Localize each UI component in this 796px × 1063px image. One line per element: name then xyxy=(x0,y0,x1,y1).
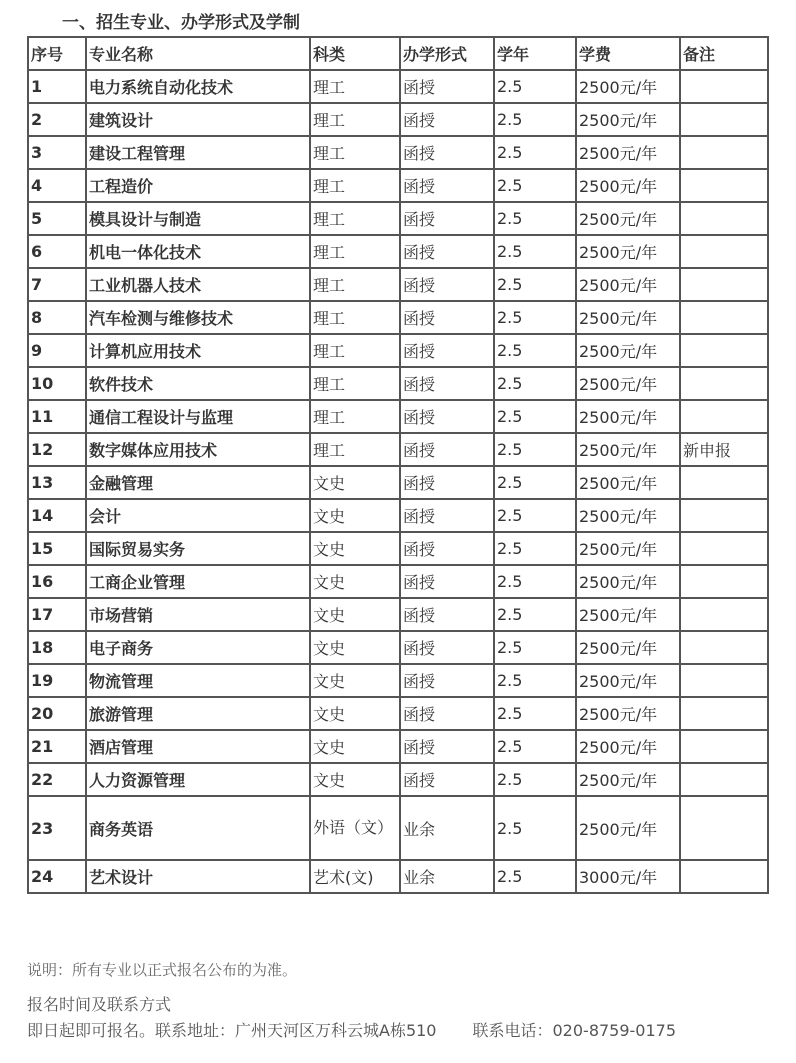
table-row xyxy=(28,136,768,169)
row-index: 24 xyxy=(28,860,86,893)
row-index: 7 xyxy=(28,268,86,301)
study-years: 2.5 xyxy=(494,664,576,697)
study-mode: 函授 xyxy=(400,400,494,433)
tuition-fee: 2500元/年 xyxy=(576,664,680,697)
table-row xyxy=(28,433,768,466)
remark xyxy=(680,631,768,664)
remark xyxy=(680,860,768,893)
remark xyxy=(680,763,768,796)
table-row xyxy=(28,860,768,893)
table-row xyxy=(28,598,768,631)
row-index: 2 xyxy=(28,103,86,136)
study-mode: 函授 xyxy=(400,499,494,532)
remark xyxy=(680,664,768,697)
row-index: 8 xyxy=(28,301,86,334)
tuition-fee: 2500元/年 xyxy=(576,466,680,499)
study-mode: 函授 xyxy=(400,598,494,631)
tuition-fee: 3000元/年 xyxy=(576,860,680,893)
row-index: 10 xyxy=(28,367,86,400)
major-category: 理工 xyxy=(310,70,400,103)
study-years: 2.5 xyxy=(494,466,576,499)
study-mode: 函授 xyxy=(400,664,494,697)
header-note: 备注 xyxy=(680,37,768,70)
remark xyxy=(680,367,768,400)
major-name: 电子商务 xyxy=(86,631,310,664)
study-mode: 函授 xyxy=(400,466,494,499)
table-row xyxy=(28,466,768,499)
remark xyxy=(680,730,768,763)
major-name: 机电一体化技术 xyxy=(86,235,310,268)
study-years: 2.5 xyxy=(494,860,576,893)
major-category: 文史 xyxy=(310,532,400,565)
disclaimer-note: 说明：所有专业以正式报名公布的为准。 xyxy=(27,961,298,979)
remark xyxy=(680,466,768,499)
table-row xyxy=(28,664,768,697)
row-index: 11 xyxy=(28,400,86,433)
study-years: 2.5 xyxy=(494,334,576,367)
remark xyxy=(680,202,768,235)
major-name: 工商企业管理 xyxy=(86,565,310,598)
remark xyxy=(680,169,768,202)
remark xyxy=(680,70,768,103)
study-mode: 函授 xyxy=(400,763,494,796)
row-index: 3 xyxy=(28,136,86,169)
major-name: 工业机器人技术 xyxy=(86,268,310,301)
contact-address: 即日起即可报名。联系地址：广州天河区万科云城A栋510 xyxy=(27,1021,437,1040)
section-title: 一、招生专业、办学形式及学制 xyxy=(62,13,300,33)
contact-heading: 报名时间及联系方式 xyxy=(27,995,172,1014)
study-years: 2.5 xyxy=(494,400,576,433)
row-index: 6 xyxy=(28,235,86,268)
remark xyxy=(680,103,768,136)
study-years: 2.5 xyxy=(494,202,576,235)
remark xyxy=(680,301,768,334)
major-name: 人力资源管理 xyxy=(86,763,310,796)
study-mode: 函授 xyxy=(400,136,494,169)
major-category: 理工 xyxy=(310,268,400,301)
major-category: 理工 xyxy=(310,334,400,367)
major-category: 理工 xyxy=(310,103,400,136)
row-index: 14 xyxy=(28,499,86,532)
header-major: 专业名称 xyxy=(86,37,310,70)
major-name: 电力系统自动化技术 xyxy=(86,70,310,103)
remark xyxy=(680,598,768,631)
table-row xyxy=(28,235,768,268)
major-name: 物流管理 xyxy=(86,664,310,697)
remark xyxy=(680,499,768,532)
row-index: 9 xyxy=(28,334,86,367)
study-mode: 函授 xyxy=(400,367,494,400)
table-row xyxy=(28,565,768,598)
tuition-fee: 2500元/年 xyxy=(576,202,680,235)
major-category: 理工 xyxy=(310,400,400,433)
tuition-fee: 2500元/年 xyxy=(576,136,680,169)
study-years: 2.5 xyxy=(494,598,576,631)
row-index: 4 xyxy=(28,169,86,202)
row-index: 18 xyxy=(28,631,86,664)
major-name: 通信工程设计与监理 xyxy=(86,400,310,433)
table-row xyxy=(28,103,768,136)
row-index: 13 xyxy=(28,466,86,499)
study-years: 2.5 xyxy=(494,499,576,532)
major-category: 理工 xyxy=(310,301,400,334)
major-category: 理工 xyxy=(310,169,400,202)
row-index: 1 xyxy=(28,70,86,103)
header-index: 序号 xyxy=(28,37,86,70)
major-category: 文史 xyxy=(310,565,400,598)
table-row xyxy=(28,796,768,860)
table-row xyxy=(28,499,768,532)
study-years: 2.5 xyxy=(494,70,576,103)
major-name: 工程造价 xyxy=(86,169,310,202)
tuition-fee: 2500元/年 xyxy=(576,235,680,268)
tuition-fee: 2500元/年 xyxy=(576,631,680,664)
table-row xyxy=(28,334,768,367)
major-name: 旅游管理 xyxy=(86,697,310,730)
row-index: 16 xyxy=(28,565,86,598)
major-category: 文史 xyxy=(310,730,400,763)
major-name: 数字媒体应用技术 xyxy=(86,433,310,466)
study-mode: 函授 xyxy=(400,565,494,598)
study-mode: 函授 xyxy=(400,730,494,763)
tuition-fee: 2500元/年 xyxy=(576,103,680,136)
tuition-fee: 2500元/年 xyxy=(576,169,680,202)
table-row xyxy=(28,697,768,730)
major-category: 文史 xyxy=(310,697,400,730)
header-mode: 办学形式 xyxy=(400,37,494,70)
tuition-fee: 2500元/年 xyxy=(576,796,680,860)
remark xyxy=(680,796,768,860)
tuition-fee: 2500元/年 xyxy=(576,301,680,334)
study-years: 2.5 xyxy=(494,136,576,169)
study-years: 2.5 xyxy=(494,268,576,301)
study-mode: 函授 xyxy=(400,70,494,103)
major-category: 外语（文） xyxy=(310,796,400,860)
major-name: 商务英语 xyxy=(86,796,310,860)
major-category: 文史 xyxy=(310,499,400,532)
major-name: 金融管理 xyxy=(86,466,310,499)
study-mode: 函授 xyxy=(400,532,494,565)
major-category: 文史 xyxy=(310,466,400,499)
tuition-fee: 2500元/年 xyxy=(576,367,680,400)
tuition-fee: 2500元/年 xyxy=(576,70,680,103)
remark xyxy=(680,235,768,268)
tuition-fee: 2500元/年 xyxy=(576,565,680,598)
major-name: 建设工程管理 xyxy=(86,136,310,169)
tuition-fee: 2500元/年 xyxy=(576,598,680,631)
study-mode: 函授 xyxy=(400,631,494,664)
study-years: 2.5 xyxy=(494,433,576,466)
study-mode: 函授 xyxy=(400,103,494,136)
study-years: 2.5 xyxy=(494,763,576,796)
study-years: 2.5 xyxy=(494,235,576,268)
study-years: 2.5 xyxy=(494,367,576,400)
major-category: 理工 xyxy=(310,202,400,235)
remark xyxy=(680,532,768,565)
remark: 新申报 xyxy=(680,433,768,466)
major-name: 酒店管理 xyxy=(86,730,310,763)
tuition-fee: 2500元/年 xyxy=(576,499,680,532)
study-mode: 函授 xyxy=(400,697,494,730)
major-category: 艺术(文) xyxy=(310,860,400,893)
major-category: 理工 xyxy=(310,136,400,169)
study-years: 2.5 xyxy=(494,301,576,334)
tuition-fee: 2500元/年 xyxy=(576,730,680,763)
study-mode: 函授 xyxy=(400,235,494,268)
study-mode: 业余 xyxy=(400,860,494,893)
major-category: 文史 xyxy=(310,664,400,697)
major-name: 软件技术 xyxy=(86,367,310,400)
table-row xyxy=(28,532,768,565)
study-mode: 函授 xyxy=(400,268,494,301)
study-years: 2.5 xyxy=(494,631,576,664)
study-years: 2.5 xyxy=(494,730,576,763)
study-mode: 函授 xyxy=(400,334,494,367)
major-category: 理工 xyxy=(310,433,400,466)
remark xyxy=(680,334,768,367)
tuition-fee: 2500元/年 xyxy=(576,400,680,433)
row-index: 19 xyxy=(28,664,86,697)
table-row xyxy=(28,301,768,334)
table-row xyxy=(28,400,768,433)
major-name: 市场营销 xyxy=(86,598,310,631)
table-row xyxy=(28,202,768,235)
table-row xyxy=(28,268,768,301)
remark xyxy=(680,268,768,301)
study-mode: 函授 xyxy=(400,433,494,466)
header-years: 学年 xyxy=(494,37,576,70)
contact-phone: 联系电话：020-8759-0175 xyxy=(472,1021,677,1040)
row-index: 12 xyxy=(28,433,86,466)
row-index: 17 xyxy=(28,598,86,631)
table-row xyxy=(28,631,768,664)
study-mode: 函授 xyxy=(400,169,494,202)
admissions-table xyxy=(27,36,769,894)
major-category: 文史 xyxy=(310,631,400,664)
remark xyxy=(680,697,768,730)
tuition-fee: 2500元/年 xyxy=(576,763,680,796)
major-category: 文史 xyxy=(310,598,400,631)
major-name: 国际贸易实务 xyxy=(86,532,310,565)
row-index: 15 xyxy=(28,532,86,565)
header-category: 科类 xyxy=(310,37,400,70)
study-years: 2.5 xyxy=(494,565,576,598)
remark xyxy=(680,136,768,169)
remark xyxy=(680,565,768,598)
header-fee: 学费 xyxy=(576,37,680,70)
study-mode: 函授 xyxy=(400,202,494,235)
major-name: 模具设计与制造 xyxy=(86,202,310,235)
tuition-fee: 2500元/年 xyxy=(576,433,680,466)
table-row xyxy=(28,763,768,796)
table-row xyxy=(28,730,768,763)
table-row xyxy=(28,169,768,202)
row-index: 23 xyxy=(28,796,86,860)
tuition-fee: 2500元/年 xyxy=(576,697,680,730)
remark xyxy=(680,400,768,433)
row-index: 21 xyxy=(28,730,86,763)
major-name: 会计 xyxy=(86,499,310,532)
table-header-row xyxy=(28,37,768,70)
study-years: 2.5 xyxy=(494,169,576,202)
study-mode: 业余 xyxy=(400,796,494,860)
major-category: 理工 xyxy=(310,367,400,400)
study-mode: 函授 xyxy=(400,301,494,334)
tuition-fee: 2500元/年 xyxy=(576,334,680,367)
study-years: 2.5 xyxy=(494,532,576,565)
contact-line xyxy=(27,1018,676,1041)
major-category: 文史 xyxy=(310,763,400,796)
table-body xyxy=(28,70,768,893)
table-row xyxy=(28,367,768,400)
row-index: 22 xyxy=(28,763,86,796)
row-index: 20 xyxy=(28,697,86,730)
major-name: 建筑设计 xyxy=(86,103,310,136)
study-years: 2.5 xyxy=(494,697,576,730)
major-category: 理工 xyxy=(310,235,400,268)
row-index: 5 xyxy=(28,202,86,235)
major-name: 计算机应用技术 xyxy=(86,334,310,367)
study-years: 2.5 xyxy=(494,796,576,860)
study-years: 2.5 xyxy=(494,103,576,136)
tuition-fee: 2500元/年 xyxy=(576,532,680,565)
major-name: 艺术设计 xyxy=(86,860,310,893)
major-name: 汽车检测与维修技术 xyxy=(86,301,310,334)
table-row xyxy=(28,70,768,103)
tuition-fee: 2500元/年 xyxy=(576,268,680,301)
